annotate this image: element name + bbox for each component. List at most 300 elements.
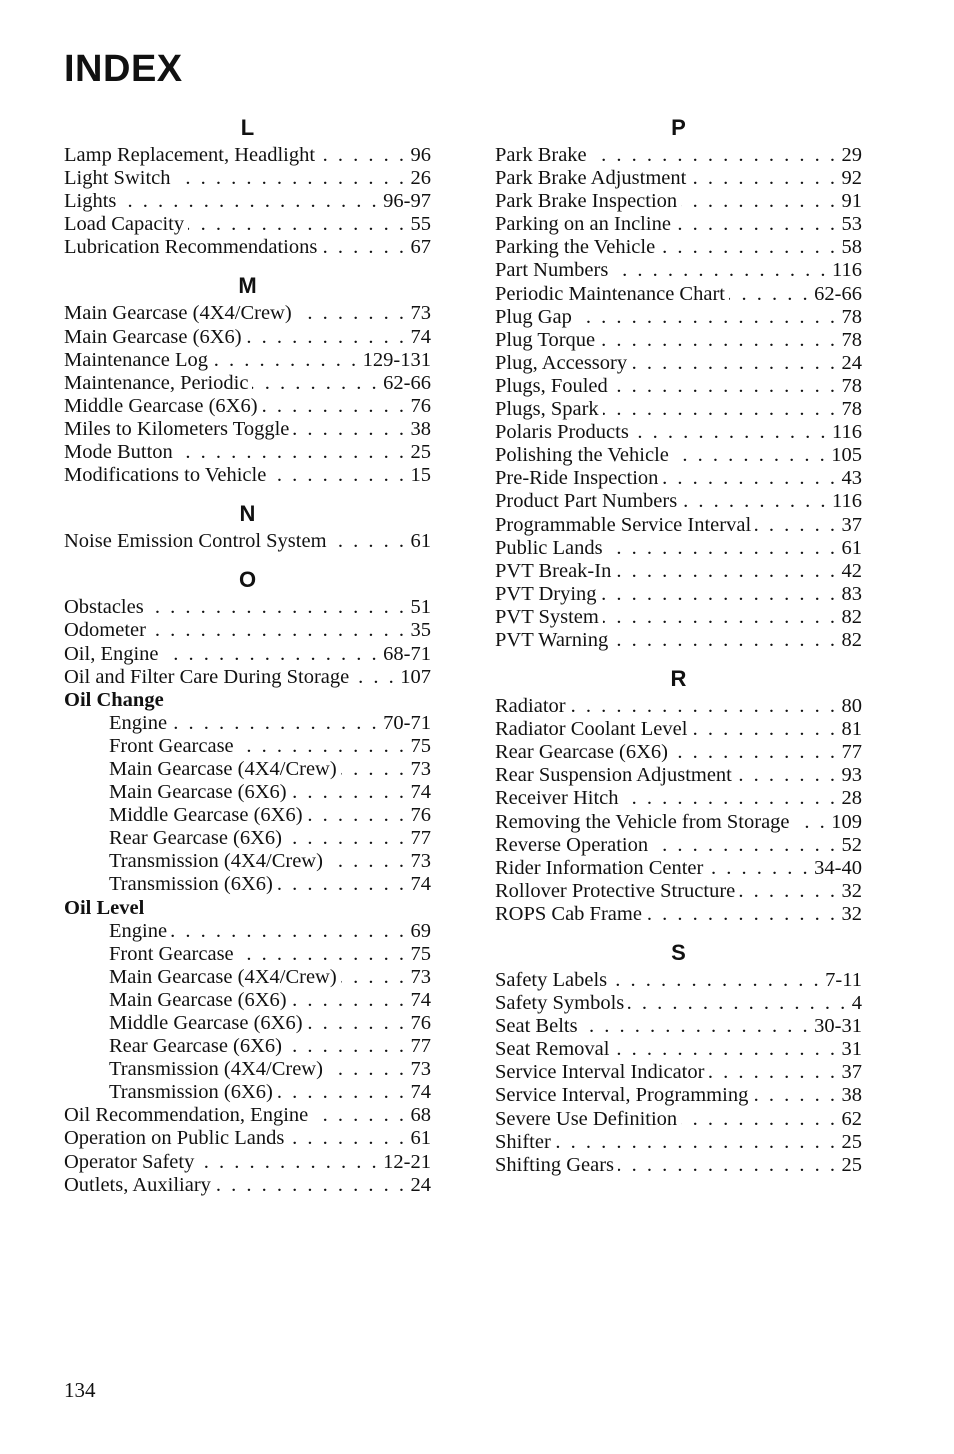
entry-page: 62-66 (383, 371, 431, 394)
dot-leader (307, 804, 407, 827)
entry-page: 30-31 (814, 1015, 862, 1038)
entry-page: 93 (841, 764, 862, 787)
dot-leader (611, 969, 821, 992)
index-section-l (64, 114, 431, 259)
entry-label: Periodic Maintenance Chart (495, 282, 725, 305)
index-subentry (64, 1035, 431, 1058)
entry-page: 29 (841, 144, 862, 166)
entry-page: 62-66 (814, 282, 862, 305)
dot-leader (341, 758, 407, 781)
dot-leader (681, 190, 837, 213)
dot-leader (163, 643, 380, 666)
entry-page: 62 (841, 1107, 862, 1130)
dot-leader (296, 302, 407, 325)
entry-label: Parking on an Incline (495, 213, 671, 236)
index-entry (495, 992, 862, 1015)
entry-label: Rider Information Center (495, 856, 704, 879)
entry-label: Shifting Gears (495, 1153, 614, 1176)
dot-leader (672, 741, 837, 764)
index-entry (495, 695, 862, 718)
entry-label: Seat Belts (495, 1015, 578, 1038)
dot-leader (291, 781, 407, 804)
index-entry (64, 418, 431, 441)
dot-leader (198, 1151, 379, 1174)
entry-page: 92 (841, 167, 862, 190)
entry-page: 77 (841, 741, 862, 764)
entry-label: Miles to Kilometers Toggle (64, 417, 290, 440)
dot-leader (612, 629, 837, 652)
entry-page: 73 (410, 850, 431, 873)
dot-leader (327, 850, 407, 873)
entry-page: 24 (410, 1173, 431, 1196)
entry-label: Rear Gearcase (6X6) (109, 1035, 283, 1058)
entry-label: Modifications to Vehicle (64, 464, 267, 487)
index-entry (64, 596, 431, 619)
dot-leader (603, 398, 838, 421)
entry-page: 4 (851, 992, 862, 1015)
index-entry (495, 375, 862, 398)
entry-page: 53 (841, 213, 862, 236)
index-section-r (495, 665, 862, 926)
section-letter: L (240, 115, 255, 140)
index-section-o (64, 566, 431, 1196)
entry-label: Main Gearcase (4X4/Crew) (109, 757, 337, 780)
dot-leader (612, 375, 838, 398)
entry-label: Rollover Protective Structure (495, 879, 736, 902)
dot-leader (662, 467, 837, 490)
entry-label: Lights (64, 190, 117, 213)
dot-leader (631, 352, 837, 375)
index-entry (495, 787, 862, 810)
dot-leader (171, 920, 406, 943)
entry-page: 38 (410, 417, 431, 440)
entry-page: 74 (410, 781, 431, 804)
entry-label: Operation on Public Lands (64, 1127, 285, 1150)
entry-label: Oil Change (64, 688, 164, 711)
dot-leader (212, 349, 359, 372)
entry-label: PVT Drying (495, 582, 597, 605)
entry-label: Service Interval Indicator (495, 1061, 705, 1084)
index-entry (64, 190, 431, 213)
dot-leader (177, 441, 407, 464)
entry-page: 42 (841, 559, 862, 582)
index-entry (495, 606, 862, 629)
entry-page: 74 (410, 1081, 431, 1104)
entry-label: Middle Gearcase (6X6) (64, 394, 258, 417)
entry-page: 32 (841, 902, 862, 925)
dot-leader (582, 1015, 811, 1038)
dot-leader (150, 619, 407, 642)
entry-label: Parking the Vehicle (495, 236, 656, 259)
dot-leader (148, 596, 407, 619)
section-letter: O (238, 567, 257, 593)
section-letter: R (670, 666, 687, 692)
index-entry (495, 167, 862, 190)
entry-page: 74 (410, 873, 431, 896)
section-letter: P (671, 115, 686, 140)
entry-label: Oil Recommendation, Engine (64, 1104, 309, 1127)
dot-leader (613, 1038, 837, 1061)
index-entry (495, 969, 862, 992)
entry-page: 77 (410, 1035, 431, 1058)
entry-page: 83 (841, 582, 862, 605)
entry-page: 38 (841, 1084, 862, 1107)
index-entry (64, 236, 431, 259)
entry-label: Main Gearcase (4X4/Crew) (64, 302, 292, 325)
entry-page: 73 (410, 1058, 431, 1081)
index-subentry (64, 920, 431, 943)
index-entry (495, 583, 862, 606)
entry-page: 7-11 (825, 969, 862, 991)
entry-label: Radiator (495, 695, 566, 718)
entry-label: Load Capacity (64, 213, 185, 236)
dot-leader (633, 421, 828, 444)
dot-leader (601, 583, 838, 606)
entry-label: Product Part Numbers (495, 490, 678, 513)
entry-page: 75 (410, 734, 431, 757)
index-subentry (64, 943, 431, 966)
index-subentry (64, 827, 431, 850)
entry-label: Safety Labels (495, 969, 608, 991)
dot-leader (794, 811, 828, 834)
entry-page: 96-97 (383, 190, 431, 213)
entry-page: 68-71 (383, 642, 431, 665)
entry-label: Front Gearcase (109, 734, 234, 757)
dot-leader (612, 259, 828, 282)
dot-leader (652, 834, 837, 857)
entry-page: 52 (841, 833, 862, 856)
entry-page: 82 (841, 628, 862, 651)
dot-leader (623, 787, 838, 810)
entry-page: 107 (400, 665, 431, 688)
index-entry (495, 144, 862, 167)
entry-page: 78 (841, 305, 862, 328)
entry-label: Polaris Products (495, 421, 629, 444)
entry-page: 78 (841, 398, 862, 421)
entry-page: 55 (410, 213, 431, 236)
entry-page: 78 (841, 328, 862, 351)
entry-page: 82 (841, 605, 862, 628)
index-entry (64, 167, 431, 190)
dot-leader (270, 464, 406, 487)
entry-label: Seat Removal (495, 1038, 610, 1061)
entry-label: Plug Torque (495, 328, 596, 351)
entry-page: 80 (841, 695, 862, 718)
dot-leader (286, 827, 406, 850)
dot-leader (555, 1131, 838, 1154)
index-entry (495, 467, 862, 490)
entry-page: 76 (410, 804, 431, 827)
entry-page: 91 (841, 190, 862, 213)
entry-label: Engine (109, 711, 168, 734)
dot-leader (188, 213, 406, 236)
index-entry (495, 718, 862, 741)
entry-label: Engine (109, 919, 168, 942)
index-entry (495, 834, 862, 857)
index-subentry (64, 804, 431, 827)
entry-label: Shifter (495, 1130, 551, 1153)
entry-page: 75 (410, 942, 431, 965)
entry-page: 77 (410, 827, 431, 850)
dot-leader (277, 873, 407, 896)
index-entry (495, 236, 862, 259)
entry-label: Main Gearcase (6X6) (64, 325, 242, 348)
dot-leader (659, 236, 837, 259)
entry-page: 74 (410, 988, 431, 1011)
dot-leader (755, 514, 837, 537)
entry-label: Operator Safety (64, 1150, 195, 1173)
index-entry (64, 1104, 431, 1127)
index-entry (495, 190, 862, 213)
index-entry (495, 560, 862, 583)
dot-leader (293, 418, 406, 441)
page-title: INDEX (64, 48, 183, 90)
entry-page: 37 (841, 513, 862, 536)
dot-leader (690, 167, 837, 190)
index-entry (495, 537, 862, 560)
dot-leader (331, 530, 407, 553)
entry-page: 96 (410, 144, 431, 166)
index-entry (495, 1108, 862, 1131)
entry-label: Odometer (64, 619, 146, 642)
entry-page: 61 (410, 1127, 431, 1150)
entry-page: 58 (841, 236, 862, 259)
entry-label: ROPS Cab Frame (495, 902, 642, 925)
index-entry (64, 1174, 431, 1197)
dot-leader (729, 283, 810, 306)
index-entry (64, 1151, 431, 1174)
dot-leader (174, 167, 406, 190)
entry-page: 69 (410, 919, 431, 942)
dot-leader (618, 1154, 838, 1177)
entry-label: Part Numbers (495, 259, 609, 282)
index-entry (495, 764, 862, 787)
entry-label: Reverse Operation (495, 833, 649, 856)
index-entry (495, 213, 862, 236)
dot-leader (576, 306, 838, 329)
dot-leader (252, 372, 379, 395)
index-entry (64, 530, 431, 553)
dot-leader (646, 903, 838, 926)
entry-page: 76 (410, 394, 431, 417)
entry-page: 67 (410, 236, 431, 259)
entry-label: Mode Button (64, 441, 173, 464)
dot-leader (739, 880, 837, 903)
entry-page: 25 (841, 1130, 862, 1153)
dot-leader (341, 966, 407, 989)
dot-leader (238, 735, 407, 758)
page-number: 134 (64, 1378, 96, 1402)
index-column-right (495, 114, 862, 1190)
index-entry (64, 213, 431, 236)
dot-leader (327, 1058, 407, 1081)
dot-leader (681, 1108, 837, 1131)
entry-page: 26 (410, 167, 431, 190)
entry-page: 116 (832, 259, 862, 282)
entry-label: Park Brake Inspection (495, 190, 678, 213)
entry-label: Oil and Filter Care During Storage (64, 665, 350, 688)
section-letter: S (671, 940, 686, 965)
dot-leader (615, 560, 837, 583)
entry-label: Obstacles (64, 596, 144, 619)
dot-leader (591, 144, 838, 167)
entry-label: Plugs, Spark (495, 398, 599, 421)
entry-label: Transmission (6X6) (109, 873, 273, 896)
entry-label: Service Interval, Programming (495, 1084, 749, 1107)
entry-label: Rear Suspension Adjustment (495, 764, 732, 787)
entry-label: Public Lands (495, 536, 603, 559)
index-entry (64, 349, 431, 372)
index-subentry (64, 873, 431, 896)
entry-page: 61 (841, 536, 862, 559)
index-subentry (64, 735, 431, 758)
entry-label: Front Gearcase (109, 942, 234, 965)
entry-page: 73 (410, 965, 431, 988)
dot-leader (288, 1127, 406, 1150)
entry-page: 73 (410, 302, 431, 325)
index-entry (495, 741, 862, 764)
index-subentry (64, 1012, 431, 1035)
index-subheading (64, 897, 431, 920)
entry-label: Severe Use Definition (495, 1107, 678, 1130)
entry-page: 24 (841, 351, 862, 374)
index-entry (495, 903, 862, 926)
entry-page: 51 (410, 596, 431, 619)
index-entry (495, 1131, 862, 1154)
index-entry (495, 259, 862, 282)
section-letter: N (239, 501, 256, 527)
entry-page: 70-71 (383, 711, 431, 734)
index-entry (495, 444, 862, 467)
dot-leader (312, 1104, 406, 1127)
entry-label: Rear Gearcase (6X6) (109, 827, 283, 850)
dot-leader (171, 712, 379, 735)
index-entry (495, 1038, 862, 1061)
index-column-left (64, 114, 431, 1210)
index-entry (495, 421, 862, 444)
entry-label: Transmission (6X6) (109, 1081, 273, 1104)
entry-page: 25 (841, 1153, 862, 1176)
index-entry (64, 464, 431, 487)
entry-label: Park Brake Adjustment (495, 167, 687, 190)
dot-leader (570, 695, 838, 718)
entry-label: Transmission (4X4/Crew) (109, 1058, 323, 1081)
entry-page: 109 (831, 810, 862, 833)
index-section-n (64, 500, 431, 553)
index-section-s (495, 939, 862, 1177)
index-entry (495, 1154, 862, 1177)
entry-page: 35 (410, 619, 431, 642)
index-entry (495, 490, 862, 513)
entry-page: 68 (410, 1104, 431, 1127)
dot-leader (691, 718, 837, 741)
entry-label: PVT Break-In (495, 559, 612, 582)
entry-page: 28 (841, 787, 862, 810)
section-letter: M (238, 273, 257, 299)
entry-label: Maintenance Log (64, 348, 209, 371)
entry-label: Middle Gearcase (6X6) (109, 804, 303, 827)
index-entry (64, 395, 431, 418)
entry-label: Plug Gap (495, 305, 572, 328)
entry-label: Pre-Ride Inspection (495, 467, 659, 490)
entry-label: Plug, Accessory (495, 351, 628, 374)
entry-label: Rear Gearcase (6X6) (495, 741, 669, 764)
index-entry (495, 514, 862, 537)
dot-leader (628, 992, 847, 1015)
index-subentry (64, 712, 431, 735)
index-entry (495, 329, 862, 352)
index-entry (64, 643, 431, 666)
entry-label: Radiator Coolant Level (495, 718, 688, 741)
entry-label: Main Gearcase (6X6) (109, 781, 287, 804)
entry-page: 73 (410, 757, 431, 780)
index-entry (495, 811, 862, 834)
entry-label: Receiver Hitch (495, 787, 619, 810)
entry-label: Oil, Engine (64, 642, 159, 665)
index-entry (495, 629, 862, 652)
entry-label: PVT Warning (495, 628, 609, 651)
entry-page: 78 (841, 374, 862, 397)
dot-leader (707, 857, 810, 880)
dot-leader (607, 537, 838, 560)
entry-page: 81 (841, 718, 862, 741)
entry-label: PVT System (495, 605, 599, 628)
entry-label: Programmable Service Interval (495, 513, 752, 536)
entry-page: 37 (841, 1061, 862, 1084)
dot-leader (673, 444, 827, 467)
index-entry (495, 352, 862, 375)
index-entry (64, 666, 431, 689)
entry-label: Park Brake (495, 144, 587, 166)
entry-label: Light Switch (64, 167, 171, 190)
entry-label: Outlets, Auxiliary (64, 1173, 211, 1196)
entry-label: Plugs, Fouled (495, 374, 608, 397)
index-entry (64, 372, 431, 395)
entry-page: 34-40 (814, 856, 862, 879)
entry-label: Lubrication Recommendations (64, 236, 318, 259)
dot-leader (291, 989, 407, 1012)
index-entry (64, 144, 431, 167)
dot-leader (752, 1084, 837, 1107)
index-entry (495, 857, 862, 880)
index-subentry (64, 989, 431, 1012)
index-entry (495, 1084, 862, 1107)
index-subentry (64, 1081, 431, 1104)
index-subentry (64, 1058, 431, 1081)
entry-page: 15 (410, 464, 431, 487)
dot-leader (307, 1012, 407, 1035)
dot-leader (246, 326, 407, 349)
entry-label: Middle Gearcase (6X6) (109, 1012, 303, 1034)
entry-label: Oil Level (64, 896, 145, 919)
index-entry (495, 880, 862, 903)
index-section-p (495, 114, 862, 652)
entry-label: Noise Emission Control System (64, 530, 327, 553)
entry-page: 116 (832, 490, 862, 513)
entry-label: Maintenance, Periodic (64, 371, 249, 394)
dot-leader (120, 190, 379, 213)
dot-leader (286, 1035, 406, 1058)
dot-leader (321, 236, 406, 259)
index-subheading (64, 689, 431, 712)
entry-label: Transmission (4X4/Crew) (109, 850, 323, 873)
entry-label: Main Gearcase (4X4/Crew) (109, 965, 337, 988)
index-entry (495, 283, 862, 306)
entry-page: 74 (410, 325, 431, 348)
entry-label: Main Gearcase (6X6) (109, 988, 287, 1011)
entry-label: Lamp Replacement, Headlight (64, 144, 316, 166)
dot-leader (599, 329, 837, 352)
